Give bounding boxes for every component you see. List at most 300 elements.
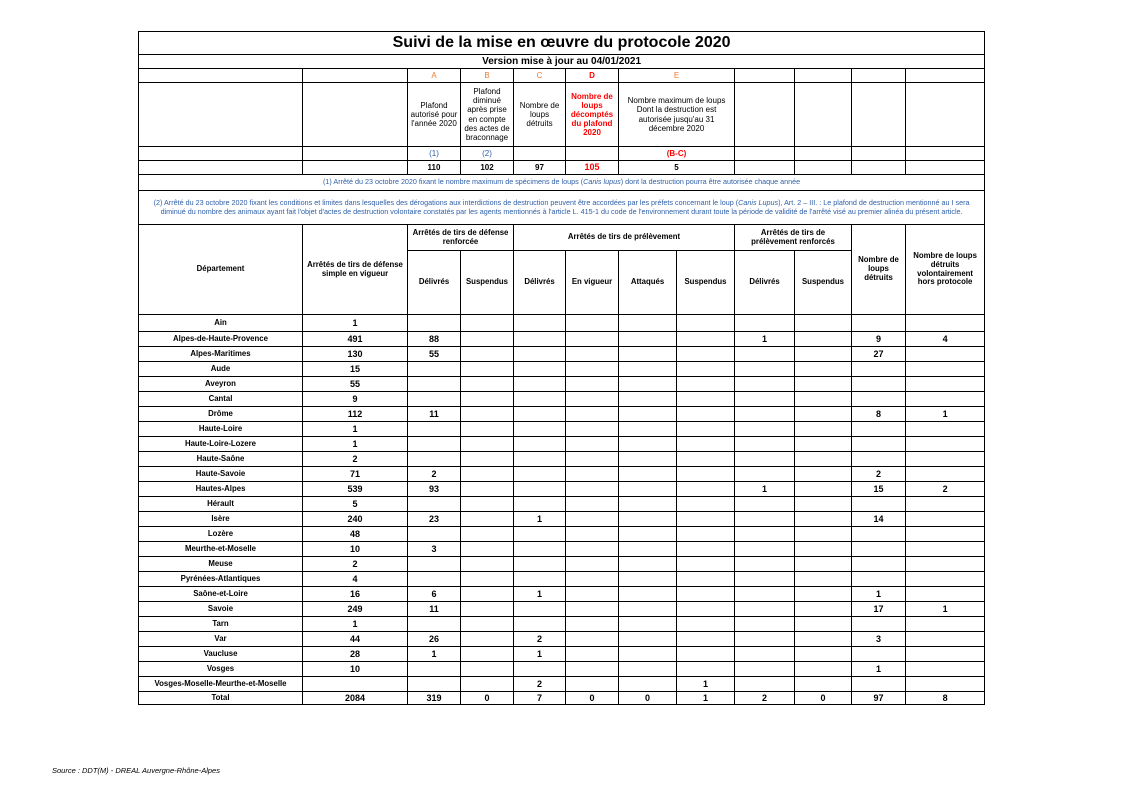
cell-renforcee-delivres: 26: [408, 632, 461, 647]
letter-c: C: [514, 69, 566, 83]
cell-loups-detruits: [852, 377, 906, 392]
cell-loups-detruits: [852, 422, 906, 437]
cell-prelevement-en-vigueur: [566, 332, 619, 347]
cell-defense-simple: 10: [303, 662, 408, 677]
cell-prelevement-en-vigueur: [566, 662, 619, 677]
letter-b: B: [461, 69, 514, 83]
cell-defense-simple: 539: [303, 482, 408, 497]
cell-prelevement-attaques: [619, 512, 677, 527]
cell-prelevement-attaques: [619, 452, 677, 467]
cell-renforcee-suspendus: [461, 542, 514, 557]
subtitle-row: [139, 55, 985, 69]
cell-hors-protocole: [906, 467, 985, 482]
cell-prelevement-attaques: [619, 677, 677, 692]
cell-prelevement-suspendus: [677, 482, 735, 497]
value-c: 97: [514, 161, 566, 175]
ref-e: (B-C): [619, 147, 735, 161]
cell-hors-protocole: [906, 572, 985, 587]
header-renforcee-suspendus: Suspendus: [461, 251, 514, 315]
value-b: 102: [461, 161, 514, 175]
cell-prelev-renforces-delivres: [735, 422, 795, 437]
cell-prelev-renforces-delivres: 1: [735, 332, 795, 347]
cell-renforcee-delivres: 1: [408, 647, 461, 662]
cell-prelevement-attaques: [619, 632, 677, 647]
cell-prelevement-en-vigueur: 0: [566, 692, 619, 705]
cell-loups-detruits: [852, 437, 906, 452]
cell-prelevement-delivres: [514, 362, 566, 377]
cell-renforcee-suspendus: [461, 497, 514, 512]
cell-renforcee-delivres: 93: [408, 482, 461, 497]
cell-prelevement-suspendus: [677, 572, 735, 587]
cell-prelevement-suspendus: [677, 497, 735, 512]
description-a: Plafond autorisé pour l'année 2020: [408, 83, 461, 147]
cell-prelevement-delivres: [514, 467, 566, 482]
cell-prelevement-en-vigueur: [566, 542, 619, 557]
cell-prelevement-suspendus: [677, 527, 735, 542]
cell-departement: Alpes-Maritimes: [139, 347, 303, 362]
cell-defense-simple: 240: [303, 512, 408, 527]
cell-prelev-renforces-suspendus: [795, 602, 852, 617]
cell-prelev-renforces-suspendus: [795, 542, 852, 557]
cell-hors-protocole: [906, 617, 985, 632]
cell-prelevement-attaques: [619, 587, 677, 602]
cell-prelev-renforces-delivres: 1: [735, 482, 795, 497]
cell-renforcee-delivres: 23: [408, 512, 461, 527]
cell-loups-detruits: 14: [852, 512, 906, 527]
header-prelevement-delivres: Délivrés: [514, 251, 566, 315]
cell-prelevement-en-vigueur: [566, 467, 619, 482]
cell-departement: Vaucluse: [139, 647, 303, 662]
cell-prelevement-delivres: [514, 602, 566, 617]
cell-prelev-renforces-delivres: [735, 452, 795, 467]
cell-loups-detruits: 1: [852, 587, 906, 602]
table-row: [139, 332, 985, 347]
cell-departement: Pyrénées-Atlantiques: [139, 572, 303, 587]
cell-renforcee-delivres: [408, 422, 461, 437]
cell-prelevement-attaques: [619, 347, 677, 362]
cell-prelevement-delivres: 1: [514, 647, 566, 662]
cell-departement: Lozère: [139, 527, 303, 542]
cell-hors-protocole: [906, 512, 985, 527]
cell-renforcee-suspendus: [461, 512, 514, 527]
cell-prelevement-attaques: [619, 482, 677, 497]
cell-loups-detruits: 17: [852, 602, 906, 617]
cell-loups-detruits: [852, 557, 906, 572]
cell-renforcee-suspendus: [461, 332, 514, 347]
cell-defense-simple: [303, 677, 408, 692]
cell-prelevement-attaques: [619, 377, 677, 392]
cell-prelev-renforces-delivres: 2: [735, 692, 795, 705]
cell-renforcee-delivres: 6: [408, 587, 461, 602]
ref-b: (2): [461, 147, 514, 161]
cell-prelevement-attaques: [619, 362, 677, 377]
table-row: [139, 542, 985, 557]
cell-renforcee-suspendus: [461, 407, 514, 422]
cell-renforcee-suspendus: [461, 315, 514, 332]
cell-prelevement-en-vigueur: [566, 632, 619, 647]
cell-prelevement-attaques: [619, 497, 677, 512]
cell-prelevement-delivres: [514, 377, 566, 392]
cell-departement: Haute-Loire: [139, 422, 303, 437]
cell-prelevement-attaques: 0: [619, 692, 677, 705]
cell-prelev-renforces-delivres: [735, 497, 795, 512]
description-b: Plafond diminué après prise en compte des actes de braconnage: [461, 83, 514, 147]
cell-defense-simple: 130: [303, 347, 408, 362]
cell-loups-detruits: [852, 647, 906, 662]
table-row: [139, 482, 985, 497]
cell-prelevement-suspendus: [677, 617, 735, 632]
cell-prelev-renforces-delivres: [735, 572, 795, 587]
cell-renforcee-suspendus: [461, 662, 514, 677]
table-row: [139, 377, 985, 392]
total-row: [139, 692, 985, 705]
header-prelevement-attaques: Attaqués: [619, 251, 677, 315]
cell-prelevement-delivres: [514, 482, 566, 497]
cell-prelev-renforces-delivres: [735, 632, 795, 647]
header-hors-protocole: Nombre de loups détruits volontairement hors protocole: [906, 225, 985, 315]
cell-prelevement-suspendus: [677, 467, 735, 482]
header-prelevement: Arrêtés de tirs de prélèvement: [514, 225, 735, 251]
cell-prelevement-en-vigueur: [566, 362, 619, 377]
cell-prelevement-delivres: [514, 315, 566, 332]
cell-defense-simple: 2: [303, 452, 408, 467]
cell-loups-detruits: [852, 617, 906, 632]
protocol-table: [138, 31, 985, 705]
cell-prelevement-suspendus: [677, 452, 735, 467]
table-body: [139, 315, 985, 705]
cell-prelevement-attaques: [619, 647, 677, 662]
cell-loups-detruits: 97: [852, 692, 906, 705]
cell-prelev-renforces-suspendus: [795, 332, 852, 347]
cell-prelevement-suspendus: [677, 632, 735, 647]
cell-loups-detruits: 8: [852, 407, 906, 422]
cell-defense-simple: 16: [303, 587, 408, 602]
cell-loups-detruits: 27: [852, 347, 906, 362]
cell-prelev-renforces-delivres: [735, 512, 795, 527]
cell-prelevement-delivres: [514, 452, 566, 467]
cell-renforcee-delivres: [408, 452, 461, 467]
cell-hors-protocole: 4: [906, 332, 985, 347]
cell-prelevement-en-vigueur: [566, 572, 619, 587]
cell-renforcee-delivres: [408, 572, 461, 587]
cell-defense-simple: 491: [303, 332, 408, 347]
cell-renforcee-delivres: 11: [408, 407, 461, 422]
cell-prelev-renforces-delivres: [735, 647, 795, 662]
descriptions-row: [139, 83, 985, 147]
cell-prelevement-attaques: [619, 557, 677, 572]
cell-departement: Meurthe-et-Moselle: [139, 542, 303, 557]
cell-departement: Vosges: [139, 662, 303, 677]
cell-hors-protocole: [906, 557, 985, 572]
cell-prelevement-en-vigueur: [566, 617, 619, 632]
table-row: [139, 512, 985, 527]
cell-hors-protocole: [906, 347, 985, 362]
cell-prelevement-en-vigueur: [566, 377, 619, 392]
page-title: Suivi de la mise en œuvre du protocole 2020: [139, 32, 985, 55]
cell-departement: Cantal: [139, 392, 303, 407]
header-defense-renforcee: Arrêtés de tirs de défense renforcée: [408, 225, 514, 251]
cell-defense-simple: 249: [303, 602, 408, 617]
group-header-row: [139, 225, 985, 251]
description-d: Nombre de loups décomptés du plafond 2020: [566, 83, 619, 147]
cell-defense-simple: 5: [303, 497, 408, 512]
header-renforcee-delivres: Délivrés: [408, 251, 461, 315]
cell-renforcee-suspendus: [461, 617, 514, 632]
title-row: [139, 32, 985, 55]
cell-prelev-renforces-delivres: [735, 617, 795, 632]
cell-prelevement-en-vigueur: [566, 347, 619, 362]
header-prelevement-en-vigueur: En vigueur: [566, 251, 619, 315]
cell-prelevement-delivres: [514, 497, 566, 512]
cell-defense-simple: 112: [303, 407, 408, 422]
cell-defense-simple: 71: [303, 467, 408, 482]
cell-renforcee-delivres: 11: [408, 602, 461, 617]
cell-prelevement-delivres: [514, 392, 566, 407]
letter-e: E: [619, 69, 735, 83]
cell-prelevement-delivres: [514, 572, 566, 587]
cell-prelev-renforces-suspendus: [795, 347, 852, 362]
cell-prelevement-attaques: [619, 467, 677, 482]
cell-prelevement-attaques: [619, 332, 677, 347]
cell-prelevement-attaques: [619, 572, 677, 587]
cell-loups-detruits: [852, 677, 906, 692]
cell-prelev-renforces-suspendus: 0: [795, 692, 852, 705]
letter-d: D: [566, 69, 619, 83]
cell-prelevement-delivres: 1: [514, 587, 566, 602]
cell-prelevement-attaques: [619, 662, 677, 677]
cell-renforcee-suspendus: [461, 467, 514, 482]
cell-prelevement-en-vigueur: [566, 677, 619, 692]
cell-prelevement-en-vigueur: [566, 512, 619, 527]
cell-prelevement-en-vigueur: [566, 497, 619, 512]
table-row: [139, 527, 985, 542]
cell-departement: Saône-et-Loire: [139, 587, 303, 602]
cell-prelev-renforces-suspendus: [795, 587, 852, 602]
cell-prelevement-suspendus: [677, 662, 735, 677]
cell-prelev-renforces-delivres: [735, 677, 795, 692]
cell-prelevement-delivres: [514, 542, 566, 557]
note-2: (2) Arrêté du 23 octobre 2020 fixant les conditions et limites dans lesquelles des dérogations aux interdictions de destruction peuvent être accordées par les préfets concernant le loup (Canis Lupus), Art. 2 – III. : Le plafond de destruction mentionné au I sera diminué du nombre des animaux ayant fait l'objet d'actes de destruction volontaire constatés par les agents mentionnés à l'article L. 415-1 du code de l'environnement durant toute la période de validité de l'arrêté visé au premier alinéa du présent article.: [139, 191, 985, 225]
cell-defense-simple: 44: [303, 632, 408, 647]
table-row: [139, 677, 985, 692]
header-loups-detruits: Nombre de loups détruits: [852, 225, 906, 315]
cell-prelevement-delivres: [514, 662, 566, 677]
cell-hors-protocole: [906, 377, 985, 392]
cell-renforcee-suspendus: [461, 362, 514, 377]
cell-departement: Tarn: [139, 617, 303, 632]
cell-prelevement-delivres: [514, 347, 566, 362]
cell-departement: Haute-Savoie: [139, 467, 303, 482]
cell-prelevement-suspendus: [677, 647, 735, 662]
cell-defense-simple: 1: [303, 315, 408, 332]
cell-hors-protocole: [906, 452, 985, 467]
header-departement: Département: [139, 225, 303, 315]
cell-loups-detruits: 1: [852, 662, 906, 677]
table-row: [139, 662, 985, 677]
cell-prelev-renforces-delivres: [735, 377, 795, 392]
cell-prelevement-attaques: [619, 527, 677, 542]
cell-prelev-renforces-delivres: [735, 542, 795, 557]
cell-departement: Hérault: [139, 497, 303, 512]
cell-prelev-renforces-suspendus: [795, 677, 852, 692]
cell-loups-detruits: [852, 392, 906, 407]
cell-prelev-renforces-delivres: [735, 662, 795, 677]
cell-defense-simple: 1: [303, 617, 408, 632]
cell-prelev-renforces-suspendus: [795, 467, 852, 482]
cell-prelevement-en-vigueur: [566, 647, 619, 662]
cell-renforcee-delivres: [408, 377, 461, 392]
cell-hors-protocole: [906, 647, 985, 662]
header-prelev-renforces-suspendus: Suspendus: [795, 251, 852, 315]
cell-hors-protocole: [906, 587, 985, 602]
cell-prelev-renforces-delivres: [735, 587, 795, 602]
header-prelevement-suspendus: Suspendus: [677, 251, 735, 315]
header-prelevement-renforces: Arrêtés de tirs de prélèvement renforcés: [735, 225, 852, 251]
cell-defense-simple: 10: [303, 542, 408, 557]
cell-hors-protocole: [906, 362, 985, 377]
ref-a: (1): [408, 147, 461, 161]
cell-loups-detruits: [852, 572, 906, 587]
cell-prelev-renforces-suspendus: [795, 407, 852, 422]
cell-hors-protocole: [906, 662, 985, 677]
cell-loups-detruits: [852, 542, 906, 557]
cell-prelevement-delivres: 2: [514, 632, 566, 647]
cell-prelev-renforces-suspendus: [795, 377, 852, 392]
table-row: [139, 557, 985, 572]
cell-prelevement-suspendus: 1: [677, 677, 735, 692]
cell-prelevement-attaques: [619, 315, 677, 332]
page-subtitle: Version mise à jour au 04/01/2021: [139, 55, 985, 69]
table-row: [139, 437, 985, 452]
cell-renforcee-suspendus: [461, 437, 514, 452]
cell-prelevement-suspendus: [677, 332, 735, 347]
cell-prelevement-suspendus: [677, 377, 735, 392]
cell-renforcee-delivres: [408, 617, 461, 632]
cell-prelevement-en-vigueur: [566, 527, 619, 542]
cell-hors-protocole: 2: [906, 482, 985, 497]
cell-hors-protocole: [906, 632, 985, 647]
letters-row: [139, 69, 985, 83]
cell-departement: Isère: [139, 512, 303, 527]
value-d: 105: [566, 161, 619, 175]
cell-prelev-renforces-suspendus: [795, 617, 852, 632]
cell-prelevement-delivres: [514, 527, 566, 542]
cell-prelev-renforces-suspendus: [795, 662, 852, 677]
table-row: [139, 422, 985, 437]
cell-renforcee-suspendus: [461, 377, 514, 392]
cell-prelev-renforces-suspendus: [795, 315, 852, 332]
cell-prelevement-suspendus: [677, 602, 735, 617]
cell-renforcee-suspendus: [461, 452, 514, 467]
cell-renforcee-suspendus: [461, 422, 514, 437]
cell-departement: Savoie: [139, 602, 303, 617]
cell-prelevement-en-vigueur: [566, 602, 619, 617]
cell-renforcee-suspendus: [461, 572, 514, 587]
cell-defense-simple: 4: [303, 572, 408, 587]
cell-prelevement-en-vigueur: [566, 407, 619, 422]
cell-departement: Alpes-de-Haute-Provence: [139, 332, 303, 347]
cell-loups-detruits: [852, 497, 906, 512]
cell-loups-detruits: 3: [852, 632, 906, 647]
cell-prelev-renforces-delivres: [735, 467, 795, 482]
cell-defense-simple: 2084: [303, 692, 408, 705]
cell-prelevement-delivres: [514, 422, 566, 437]
cell-prelevement-attaques: [619, 617, 677, 632]
cell-departement: Vosges-Moselle-Meurthe-et-Moselle: [139, 677, 303, 692]
refs-row: [139, 147, 985, 161]
cell-hors-protocole: [906, 677, 985, 692]
cell-prelevement-delivres: [514, 407, 566, 422]
cell-prelev-renforces-suspendus: [795, 527, 852, 542]
cell-prelev-renforces-delivres: [735, 362, 795, 377]
source-note: Source : DDT(M) - DREAL Auvergne-Rhône-Alpes: [52, 766, 220, 775]
cell-renforcee-delivres: [408, 677, 461, 692]
cell-loups-detruits: [852, 362, 906, 377]
cell-loups-detruits: 15: [852, 482, 906, 497]
value-e: 5: [619, 161, 735, 175]
cell-prelev-renforces-suspendus: [795, 572, 852, 587]
cell-hors-protocole: [906, 497, 985, 512]
description-e: Nombre maximum de loups Dont la destruction est autorisée jusqu'au 31 décembre 2020: [619, 83, 735, 147]
cell-renforcee-suspendus: [461, 557, 514, 572]
table-row: [139, 647, 985, 662]
cell-prelevement-attaques: [619, 602, 677, 617]
cell-defense-simple: 55: [303, 377, 408, 392]
cell-departement: Var: [139, 632, 303, 647]
cell-defense-simple: 1: [303, 422, 408, 437]
cell-prelevement-en-vigueur: [566, 437, 619, 452]
description-c: Nombre de loups détruits: [514, 83, 566, 147]
cell-hors-protocole: [906, 437, 985, 452]
note-1: (1) Arrêté du 23 octobre 2020 fixant le nombre maximum de spécimens de loups (Canis lupus) dont la destruction pourra être autorisée chaque année: [139, 175, 985, 191]
cell-prelev-renforces-suspendus: [795, 482, 852, 497]
cell-departement: Total: [139, 692, 303, 705]
note1-row: [139, 175, 985, 191]
cell-departement: Ain: [139, 315, 303, 332]
cell-departement: Drôme: [139, 407, 303, 422]
cell-prelev-renforces-suspendus: [795, 497, 852, 512]
cell-prelevement-en-vigueur: [566, 452, 619, 467]
cell-renforcee-delivres: [408, 437, 461, 452]
note2-row: [139, 191, 985, 225]
cell-prelevement-attaques: [619, 392, 677, 407]
cell-departement: Hautes-Alpes: [139, 482, 303, 497]
cell-prelev-renforces-suspendus: [795, 362, 852, 377]
cell-loups-detruits: [852, 452, 906, 467]
cell-departement: Aude: [139, 362, 303, 377]
table-row: [139, 315, 985, 332]
cell-prelevement-suspendus: [677, 587, 735, 602]
letter-a: A: [408, 69, 461, 83]
cell-hors-protocole: [906, 542, 985, 557]
cell-renforcee-suspendus: [461, 647, 514, 662]
cell-prelev-renforces-delivres: [735, 347, 795, 362]
cell-prelev-renforces-delivres: [735, 437, 795, 452]
cell-prelev-renforces-delivres: [735, 392, 795, 407]
cell-loups-detruits: 9: [852, 332, 906, 347]
cell-prelevement-en-vigueur: [566, 315, 619, 332]
cell-renforcee-suspendus: [461, 677, 514, 692]
cell-prelev-renforces-suspendus: [795, 392, 852, 407]
cell-renforcee-delivres: [408, 497, 461, 512]
cell-hors-protocole: 1: [906, 602, 985, 617]
cell-hors-protocole: [906, 392, 985, 407]
table-row: [139, 617, 985, 632]
cell-defense-simple: 28: [303, 647, 408, 662]
cell-renforcee-delivres: 55: [408, 347, 461, 362]
cell-prelevement-delivres: [514, 437, 566, 452]
header-defense-simple: Arrêtés de tirs de défense simple en vigueur: [303, 225, 408, 315]
